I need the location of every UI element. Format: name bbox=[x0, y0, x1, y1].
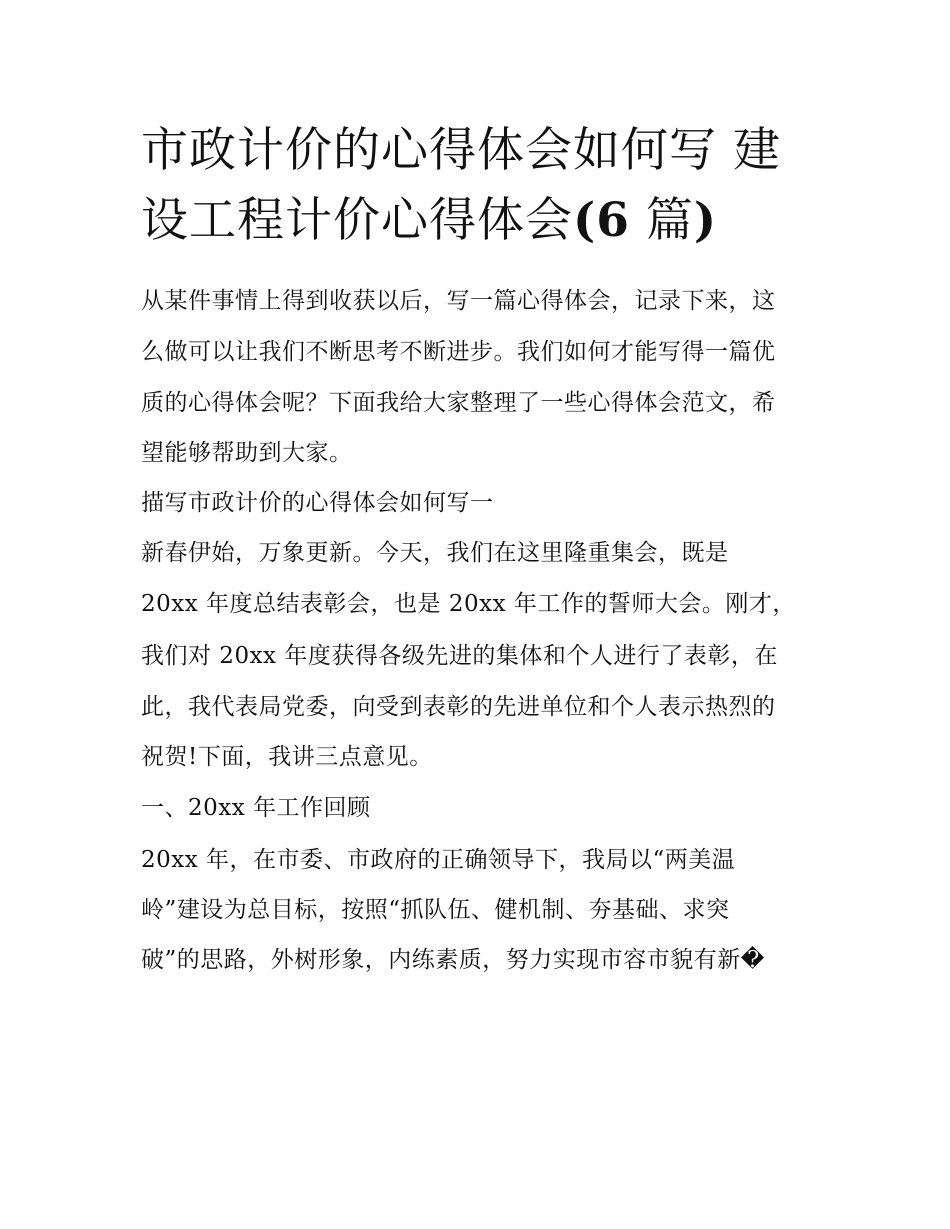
body-line: 20xx 年度总结表彰会，也是 20xx 年工作的誓师大会。刚才， bbox=[141, 591, 796, 617]
body-line: 新春伊始，万象更新。今天，我们在这里隆重集会，既是 bbox=[141, 540, 729, 566]
title-line-2: 设工程计价心得体会 bbox=[141, 193, 573, 248]
intro-line: 质的心得体会呢？下面我给大家整理了一些心得体会范文，希 bbox=[141, 390, 776, 416]
body-line: 我们对 20xx 年度获得各级先进的集体和个人进行了表彰，在 bbox=[141, 643, 778, 669]
body-line: 此，我代表局党委，向受到表彰的先进单位和个人表示热烈的 bbox=[141, 694, 776, 720]
title-line-1: 市政计价的心得体会如何写 建 bbox=[141, 123, 781, 178]
body-line: 岭”建设为总目标，按照“抓队伍、健机制、夯基础、求突 bbox=[141, 897, 730, 923]
intro-line: 从某件事情上得到收获以后，写一篇心得体会，记录下来，这 bbox=[141, 288, 776, 314]
body-line: 20xx 年，在市委、市政府的正确领导下，我局以“两美温 bbox=[141, 847, 736, 873]
intro-line: 么做可以让我们不断思考不断进步。我们如何才能写得一篇优 bbox=[141, 339, 776, 365]
document-title bbox=[141, 116, 821, 256]
body-line: 破”的思路，外树形象，内练素质，努力实现市容市貌有新� bbox=[141, 947, 765, 973]
intro-line: 望能够帮助到大家。 bbox=[141, 440, 353, 466]
subheading: 一、20xx 年工作回顾 bbox=[141, 795, 371, 821]
title-count-close: ) bbox=[693, 193, 718, 248]
body-line: 祝贺!下面，我讲三点意见。 bbox=[141, 744, 433, 770]
section-heading: 描写市政计价的心得体会如何写一 bbox=[141, 490, 494, 516]
title-count-unit: 篇 bbox=[629, 193, 694, 248]
title-count-open: (6 bbox=[573, 193, 630, 248]
